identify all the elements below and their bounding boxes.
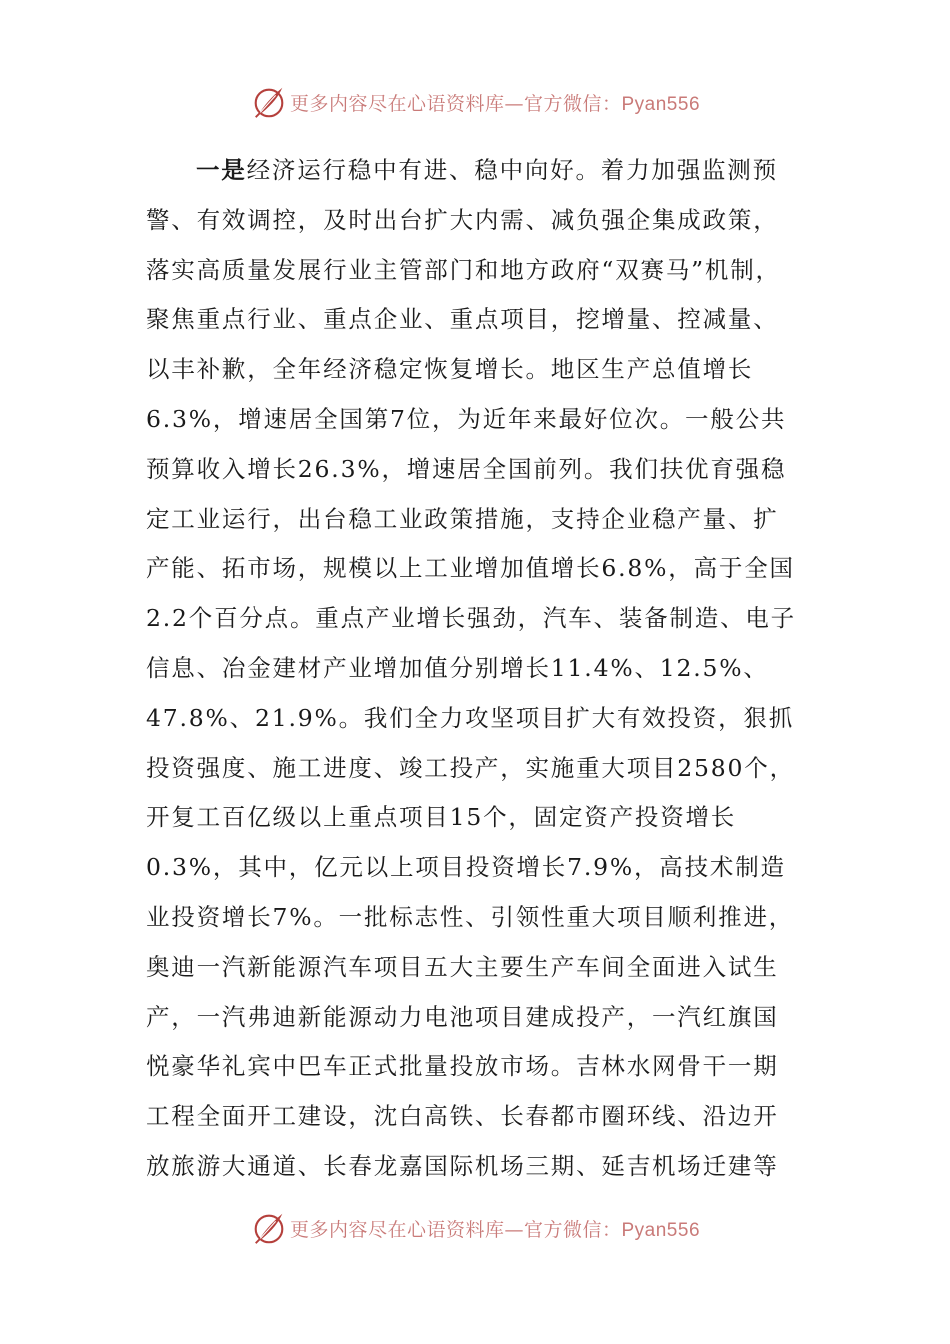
text-line: 6.3%，增速居全国第7位，为近年来最好位次。一般公共 [146,404,787,433]
lead-heading: 一是 [196,156,247,184]
text-line: 定工业运行，出台稳工业政策措施，支持企业稳产量、扩 [146,504,779,533]
footer-banner [0,1208,950,1248]
quill-pen-icon [250,83,288,121]
text-line: 悦豪华礼宾中巴车正式批量投放市场。吉林水网骨干一期 [146,1052,779,1081]
quill-pen-icon [250,1209,288,1247]
wechat-id: Pyan556 [621,93,701,115]
text-line: 0.3%，其中，亿元以上项目投资增长7.9%，高技术制造 [146,853,786,882]
text-line: 产，一汽弗迪新能源动力电池项目建成投产，一汽红旗国 [146,1002,779,1031]
banner-text: 更多内容尽在心语资料库—官方微信：Pyan556 [289,1218,701,1241]
text-line: 投资强度、施工进度、竣工投产，实施重大项目2580个， [146,753,795,782]
text-line: 工程全面开工建设，沈白高铁、长春都市圈环线、沿边开 [146,1102,779,1131]
text-line: 2.2个百分点。重点产业增长强劲，汽车、装备制造、电子 [146,604,796,633]
text-line: 信息、冶金建材产业增加值分别增长11.4%、12.5%、 [146,653,769,682]
text-line: 以丰补歉，全年经济稳定恢复增长。地区生产总值增长 [146,355,754,384]
text-line: 开复工百亿级以上重点项目15个，固定资产投资增长 [146,803,737,832]
banner-text: 更多内容尽在心语资料库—官方微信：Pyan556 [289,92,701,115]
text-line: 警、有效调控，及时出台扩大内需、减负强企集成政策， [146,205,779,234]
text-line: 落实高质量发展行业主管部门和地方政府“双赛马”机制， [146,255,781,284]
body-paragraph [146,146,826,1192]
text-line: 聚焦重点行业、重点企业、重点项目，挖增量、控减量、 [146,305,779,334]
text-line: 放旅游大通道、长春龙嘉国际机场三期、延吉机场迁建等 [146,1151,779,1180]
text-line: 一是经济运行稳中有进、稳中向好。着力加强监测预 [196,156,778,184]
text-line: 预算收入增长26.3%，增速居全国前列。我们扶优育强稳 [146,454,787,483]
text-line: 业投资增长7%。一批标志性、引领性重大项目顺利推进， [146,902,795,931]
text-line: 奥迪一汽新能源汽车项目五大主要生产车间全面进入试生 [146,952,779,981]
wechat-id: Pyan556 [621,1219,701,1241]
text-line: 47.8%、21.9%。我们全力攻坚项目扩大有效投资，狠抓 [146,703,795,732]
header-banner [0,82,950,122]
text-line: 产能、拓市场，规模以上工业增加值增长6.8%，高于全国 [146,554,795,583]
